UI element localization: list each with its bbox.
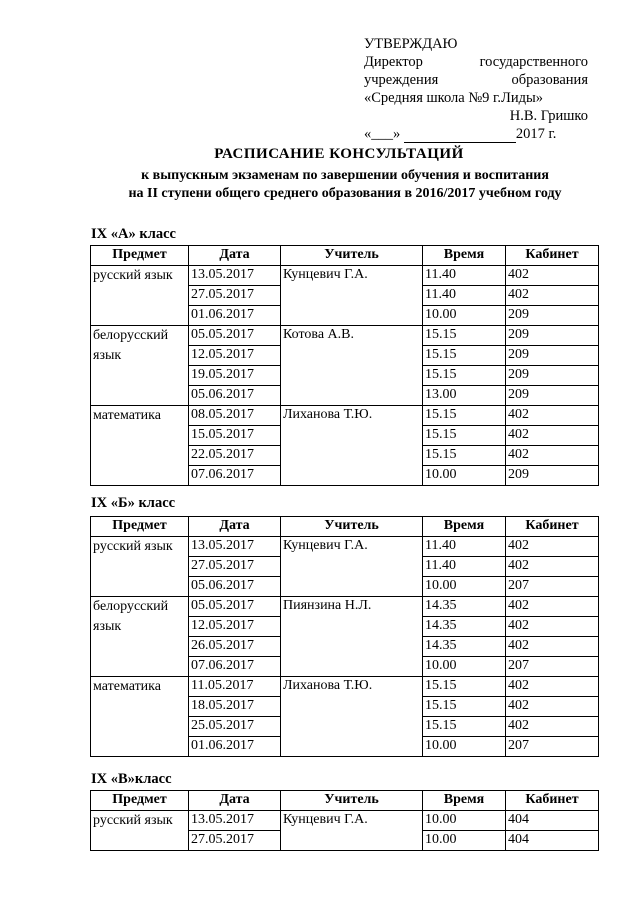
header-row <box>91 791 599 811</box>
teacher-cell: Кунцевич Г.А. <box>281 537 423 597</box>
date-cell: 05.06.2017 <box>189 386 281 406</box>
time-header: Время <box>423 791 506 811</box>
room-cell: 402 <box>506 266 599 286</box>
time-cell: 15.15 <box>423 326 506 346</box>
room-cell: 207 <box>506 737 599 757</box>
approval-school-name: «Средняя школа №9 г.Лиды» <box>364 90 543 106</box>
date-cell: 18.05.2017 <box>189 697 281 717</box>
approval-date-suffix: 2017 г. <box>515 126 557 142</box>
room-cell: 404 <box>506 831 599 851</box>
date-cell: 25.05.2017 <box>189 717 281 737</box>
document-subtitle-2: на II ступени общего среднего образования в 2016/2017 учебном году <box>128 186 562 201</box>
teacher-cell: Котова А.В. <box>281 326 423 406</box>
date-cell: 12.05.2017 <box>189 617 281 637</box>
room-header: Кабинет <box>506 517 599 537</box>
approval-signatory: Н.В. Гришко <box>509 108 588 124</box>
table-row <box>91 677 599 697</box>
subject-cell: русский язык <box>91 266 189 326</box>
document-subtitle-1: к выпускным экзаменам по завершении обучения и воспитания <box>141 168 549 183</box>
approval-date-blank <box>404 128 516 143</box>
approval-date-prefix: «___» <box>364 126 404 142</box>
room-cell: 209 <box>506 306 599 326</box>
date-cell: 19.05.2017 <box>189 366 281 386</box>
time-cell: 15.15 <box>423 717 506 737</box>
teacher-header: Учитель <box>281 517 423 537</box>
subject-cell: белорусский язык <box>91 326 189 406</box>
date-cell: 05.06.2017 <box>189 577 281 597</box>
date-header: Дата <box>189 246 281 266</box>
room-cell: 402 <box>506 597 599 617</box>
room-cell: 402 <box>506 537 599 557</box>
time-cell: 10.00 <box>423 737 506 757</box>
date-cell: 13.05.2017 <box>189 537 281 557</box>
approval-institution-type: государственного <box>479 54 588 70</box>
class-title: IX «Б» класс <box>91 495 176 511</box>
time-cell: 10.00 <box>423 577 506 597</box>
table-row <box>91 537 599 557</box>
date-cell: 05.05.2017 <box>189 597 281 617</box>
date-cell: 12.05.2017 <box>189 346 281 366</box>
time-cell: 11.40 <box>423 266 506 286</box>
subject-cell: математика <box>91 406 189 486</box>
date-header: Дата <box>189 517 281 537</box>
date-cell: 08.05.2017 <box>189 406 281 426</box>
time-cell: 15.15 <box>423 346 506 366</box>
time-cell: 15.15 <box>423 446 506 466</box>
date-cell: 11.05.2017 <box>189 677 281 697</box>
room-cell: 402 <box>506 717 599 737</box>
room-cell: 402 <box>506 446 599 466</box>
subject-cell: белорусский язык <box>91 597 189 677</box>
approval-institution-word: учреждения <box>364 72 439 88</box>
room-cell: 207 <box>506 657 599 677</box>
teacher-header: Учитель <box>281 791 423 811</box>
date-cell: 27.05.2017 <box>189 286 281 306</box>
time-cell: 10.00 <box>423 306 506 326</box>
subject-cell: русский язык <box>91 537 189 597</box>
date-cell: 15.05.2017 <box>189 426 281 446</box>
time-header: Время <box>423 517 506 537</box>
room-cell: 209 <box>506 366 599 386</box>
table-row <box>91 326 599 346</box>
time-cell: 11.40 <box>423 537 506 557</box>
teacher-cell: Лиханова Т.Ю. <box>281 677 423 757</box>
time-cell: 15.15 <box>423 697 506 717</box>
date-cell: 13.05.2017 <box>189 811 281 831</box>
time-cell: 10.00 <box>423 466 506 486</box>
time-cell: 11.40 <box>423 557 506 577</box>
subject-header: Предмет <box>91 791 189 811</box>
teacher-cell: Пиянзина Н.Л. <box>281 597 423 677</box>
teacher-header: Учитель <box>281 246 423 266</box>
date-cell: 13.05.2017 <box>189 266 281 286</box>
date-cell: 26.05.2017 <box>189 637 281 657</box>
date-cell: 22.05.2017 <box>189 446 281 466</box>
approval-date-line <box>364 125 588 143</box>
date-cell: 27.05.2017 <box>189 831 281 851</box>
date-cell: 01.06.2017 <box>189 306 281 326</box>
class-title: IX «А» класс <box>91 226 176 242</box>
room-header: Кабинет <box>506 791 599 811</box>
time-cell: 14.35 <box>423 597 506 617</box>
time-cell: 10.00 <box>423 831 506 851</box>
time-cell: 13.00 <box>423 386 506 406</box>
subject-cell: русский язык <box>91 811 189 851</box>
subject-cell: математика <box>91 677 189 757</box>
header-row <box>91 517 599 537</box>
schedule-table <box>90 245 599 486</box>
room-cell: 402 <box>506 617 599 637</box>
document-title: РАСПИСАНИЕ КОНСУЛЬТАЦИЙ <box>214 146 464 162</box>
approval-institution-line <box>364 71 588 89</box>
room-cell: 209 <box>506 346 599 366</box>
subject-header: Предмет <box>91 246 189 266</box>
time-cell: 10.00 <box>423 657 506 677</box>
class-title: IX «В»класс <box>91 771 172 787</box>
subject-header: Предмет <box>91 517 189 537</box>
teacher-cell: Кунцевич Г.А. <box>281 266 423 326</box>
table-row <box>91 597 599 617</box>
date-cell: 01.06.2017 <box>189 737 281 757</box>
room-cell: 402 <box>506 406 599 426</box>
time-cell: 14.35 <box>423 637 506 657</box>
date-cell: 05.05.2017 <box>189 326 281 346</box>
room-cell: 402 <box>506 677 599 697</box>
time-header: Время <box>423 246 506 266</box>
time-cell: 10.00 <box>423 811 506 831</box>
approval-block <box>364 35 588 143</box>
date-cell: 07.06.2017 <box>189 657 281 677</box>
time-cell: 14.35 <box>423 617 506 637</box>
room-cell: 402 <box>506 557 599 577</box>
time-cell: 15.15 <box>423 406 506 426</box>
time-cell: 15.15 <box>423 366 506 386</box>
approval-position-line <box>364 53 588 71</box>
room-cell: 404 <box>506 811 599 831</box>
schedule-table <box>90 790 599 851</box>
room-cell: 402 <box>506 697 599 717</box>
time-cell: 15.15 <box>423 426 506 446</box>
header-row <box>91 246 599 266</box>
approval-position: Директор <box>364 54 423 70</box>
table-row <box>91 266 599 286</box>
teacher-cell: Кунцевич Г.А. <box>281 811 423 851</box>
time-cell: 11.40 <box>423 286 506 306</box>
date-cell: 27.05.2017 <box>189 557 281 577</box>
room-cell: 209 <box>506 326 599 346</box>
date-header: Дата <box>189 791 281 811</box>
room-cell: 402 <box>506 286 599 306</box>
approval-education-word: образования <box>511 72 588 88</box>
date-cell: 07.06.2017 <box>189 466 281 486</box>
room-cell: 402 <box>506 426 599 446</box>
room-cell: 209 <box>506 466 599 486</box>
room-cell: 207 <box>506 577 599 597</box>
time-cell: 15.15 <box>423 677 506 697</box>
table-row <box>91 811 599 831</box>
room-cell: 209 <box>506 386 599 406</box>
teacher-cell: Лиханова Т.Ю. <box>281 406 423 486</box>
approval-title: УТВЕРЖДАЮ <box>364 36 458 52</box>
schedule-table <box>90 516 599 757</box>
table-row <box>91 406 599 426</box>
room-header: Кабинет <box>506 246 599 266</box>
room-cell: 402 <box>506 637 599 657</box>
